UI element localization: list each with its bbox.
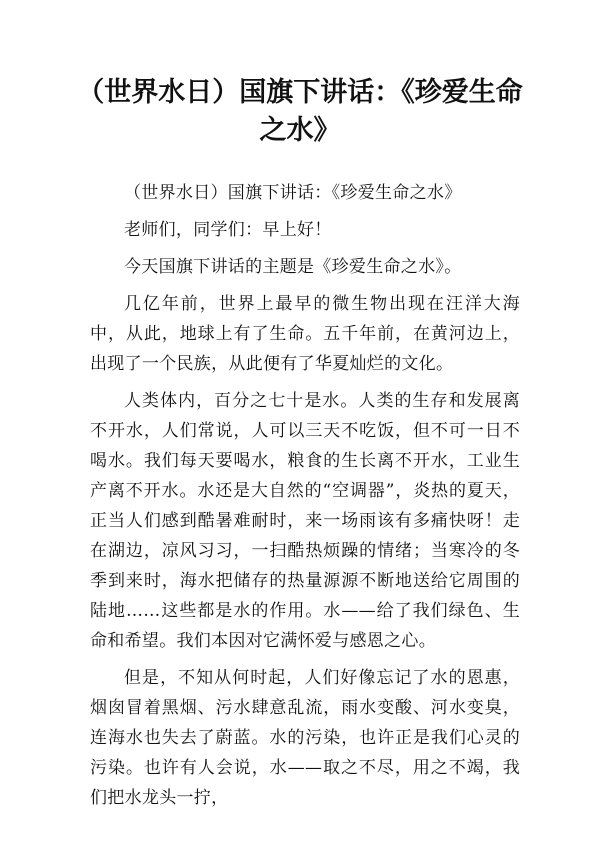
paragraph-origin: 几亿年前，世界上最早的微生物出现在汪洋大海中，从此，地球上有了生命。五千年前，在黄河边上，出现了一个民族，从此便有了华夏灿烂的文化。 [90, 294, 520, 374]
paragraph-pollution: 但是，不知从何时起，人们好像忘记了水的恩惠，烟囱冒着黑烟、污水肆意乱流，雨水变酸、河水变臭，连海水也失去了蔚蓝。水的污染，也许正是我们心灵的污染。也许有人会说，水——取之不尽，用之不竭，我们把水龙头一拧， [90, 668, 520, 808]
paragraph-importance: 人类体内，百分之七十是水。人类的生存和发展离不开水，人们常说，人可以三天不吃饭，但不可一日不喝水。我们每天要喝水，粮食的生长离不开水，工业生产离不开水。水还是大自然的“空调器”，炎热的夏天，正当人们感到酷暑难耐时，来一场雨该有多痛快呀！走在湖边，凉风习习，一扫酷热烦躁的情绪；当寒冷的冬季到来时，海水把储存的热量源源不断地送给它周围的陆地……这些都是水的作用。水——给了我们绿色、生命和希望。我们本因对它满怀爱与感恩之心。 [90, 391, 520, 651]
paragraph-topic: 今天国旗下讲话的主题是《珍爱生命之水》。 [124, 257, 462, 277]
paragraph-greeting: 老师们，同学们：早上好！ [124, 220, 332, 240]
document-title: （世界水日）国旗下讲话：《珍爱生命之水》 [77, 77, 523, 146]
paragraph-subtitle: （世界水日）国旗下讲话：《珍爱生命之水》 [124, 183, 462, 203]
document-body [90, 178, 520, 820]
